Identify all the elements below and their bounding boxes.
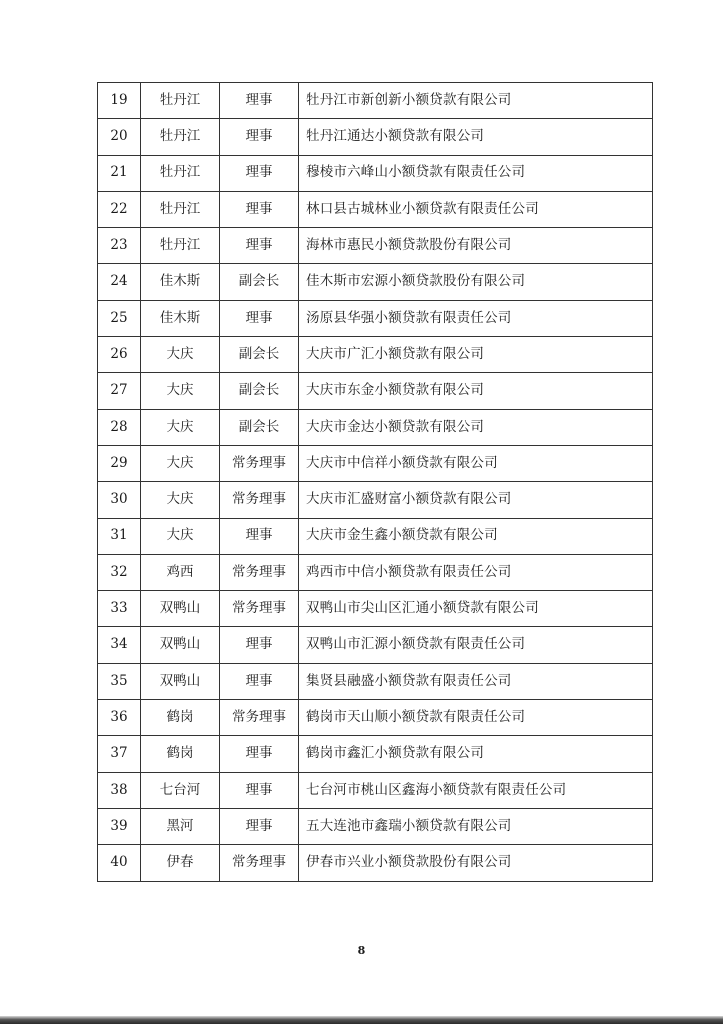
city-cell: 双鸭山 xyxy=(141,663,220,699)
role-cell: 理事 xyxy=(220,155,299,191)
table-row xyxy=(98,445,653,481)
table-row xyxy=(98,373,653,409)
company-cell: 双鸭山市汇源小额贷款有限责任公司 xyxy=(299,627,653,663)
row-number: 35 xyxy=(98,663,141,699)
scan-edge xyxy=(0,1016,723,1024)
table-row xyxy=(98,119,653,155)
role-cell: 理事 xyxy=(220,663,299,699)
role-cell: 理事 xyxy=(220,119,299,155)
company-cell: 伊春市兴业小额贷款股份有限公司 xyxy=(299,845,653,881)
row-number: 29 xyxy=(98,445,141,481)
row-number: 36 xyxy=(98,700,141,736)
city-cell: 七台河 xyxy=(141,772,220,808)
row-number: 23 xyxy=(98,228,141,264)
row-number: 32 xyxy=(98,554,141,590)
role-cell: 理事 xyxy=(220,772,299,808)
row-number: 33 xyxy=(98,591,141,627)
table-row xyxy=(98,155,653,191)
city-cell: 大庆 xyxy=(141,445,220,481)
city-cell: 佳木斯 xyxy=(141,264,220,300)
member-table xyxy=(97,82,653,882)
company-cell: 双鸭山市尖山区汇通小额贷款有限公司 xyxy=(299,591,653,627)
city-cell: 牡丹江 xyxy=(141,191,220,227)
company-cell: 大庆市中信祥小额贷款有限公司 xyxy=(299,445,653,481)
role-cell: 常务理事 xyxy=(220,482,299,518)
row-number: 22 xyxy=(98,191,141,227)
table-body xyxy=(98,83,653,882)
company-cell: 鹤岗市天山顺小额贷款有限责任公司 xyxy=(299,700,653,736)
row-number: 27 xyxy=(98,373,141,409)
row-number: 37 xyxy=(98,736,141,772)
role-cell: 副会长 xyxy=(220,337,299,373)
role-cell: 理事 xyxy=(220,191,299,227)
company-cell: 鸡西市中信小额贷款有限责任公司 xyxy=(299,554,653,590)
city-cell: 鸡西 xyxy=(141,554,220,590)
company-cell: 五大连池市鑫瑞小额贷款有限公司 xyxy=(299,808,653,844)
table-row xyxy=(98,264,653,300)
row-number: 38 xyxy=(98,772,141,808)
role-cell: 理事 xyxy=(220,627,299,663)
role-cell: 理事 xyxy=(220,808,299,844)
table-row xyxy=(98,627,653,663)
page-number: 8 xyxy=(357,944,366,957)
role-cell: 理事 xyxy=(220,518,299,554)
table-row xyxy=(98,772,653,808)
row-number: 19 xyxy=(98,83,141,119)
company-cell: 大庆市金达小额贷款有限公司 xyxy=(299,409,653,445)
city-cell: 黑河 xyxy=(141,808,220,844)
table-row xyxy=(98,191,653,227)
company-cell: 林口县古城林业小额贷款有限责任公司 xyxy=(299,191,653,227)
company-cell: 汤原县华强小额贷款有限责任公司 xyxy=(299,300,653,336)
row-number: 20 xyxy=(98,119,141,155)
city-cell: 牡丹江 xyxy=(141,228,220,264)
table-row xyxy=(98,808,653,844)
company-cell: 牡丹江市新创新小额贷款有限公司 xyxy=(299,83,653,119)
role-cell: 副会长 xyxy=(220,264,299,300)
role-cell: 理事 xyxy=(220,83,299,119)
row-number: 30 xyxy=(98,482,141,518)
role-cell: 常务理事 xyxy=(220,845,299,881)
role-cell: 副会长 xyxy=(220,409,299,445)
company-cell: 集贤县融盛小额贷款有限责任公司 xyxy=(299,663,653,699)
city-cell: 鹤岗 xyxy=(141,700,220,736)
city-cell: 大庆 xyxy=(141,337,220,373)
city-cell: 牡丹江 xyxy=(141,83,220,119)
row-number: 31 xyxy=(98,518,141,554)
table-row xyxy=(98,700,653,736)
table-row xyxy=(98,518,653,554)
row-number: 34 xyxy=(98,627,141,663)
company-cell: 鹤岗市鑫汇小额贷款有限公司 xyxy=(299,736,653,772)
table-row xyxy=(98,554,653,590)
company-cell: 佳木斯市宏源小额贷款股份有限公司 xyxy=(299,264,653,300)
table-row xyxy=(98,300,653,336)
row-number: 40 xyxy=(98,845,141,881)
role-cell: 理事 xyxy=(220,228,299,264)
table-row xyxy=(98,83,653,119)
role-cell: 常务理事 xyxy=(220,700,299,736)
company-cell: 七台河市桃山区鑫海小额贷款有限责任公司 xyxy=(299,772,653,808)
table-row xyxy=(98,228,653,264)
role-cell: 理事 xyxy=(220,736,299,772)
row-number: 39 xyxy=(98,808,141,844)
table-row xyxy=(98,591,653,627)
role-cell: 理事 xyxy=(220,300,299,336)
city-cell: 伊春 xyxy=(141,845,220,881)
role-cell: 常务理事 xyxy=(220,554,299,590)
table-row xyxy=(98,736,653,772)
city-cell: 鹤岗 xyxy=(141,736,220,772)
row-number: 24 xyxy=(98,264,141,300)
city-cell: 佳木斯 xyxy=(141,300,220,336)
table-row xyxy=(98,337,653,373)
table-row xyxy=(98,482,653,518)
company-cell: 穆棱市六峰山小额贷款有限责任公司 xyxy=(299,155,653,191)
city-cell: 双鸭山 xyxy=(141,627,220,663)
city-cell: 大庆 xyxy=(141,373,220,409)
city-cell: 牡丹江 xyxy=(141,119,220,155)
table-row xyxy=(98,663,653,699)
role-cell: 常务理事 xyxy=(220,591,299,627)
city-cell: 牡丹江 xyxy=(141,155,220,191)
table-row xyxy=(98,409,653,445)
row-number: 26 xyxy=(98,337,141,373)
row-number: 21 xyxy=(98,155,141,191)
city-cell: 大庆 xyxy=(141,482,220,518)
company-cell: 大庆市汇盛财富小额贷款有限公司 xyxy=(299,482,653,518)
city-cell: 大庆 xyxy=(141,518,220,554)
row-number: 28 xyxy=(98,409,141,445)
table-row xyxy=(98,845,653,881)
company-cell: 大庆市东金小额贷款有限公司 xyxy=(299,373,653,409)
role-cell: 副会长 xyxy=(220,373,299,409)
city-cell: 双鸭山 xyxy=(141,591,220,627)
company-cell: 大庆市广汇小额贷款有限公司 xyxy=(299,337,653,373)
city-cell: 大庆 xyxy=(141,409,220,445)
row-number: 25 xyxy=(98,300,141,336)
company-cell: 海林市惠民小额贷款股份有限公司 xyxy=(299,228,653,264)
role-cell: 常务理事 xyxy=(220,445,299,481)
company-cell: 牡丹江通达小额贷款有限公司 xyxy=(299,119,653,155)
company-cell: 大庆市金生鑫小额贷款有限公司 xyxy=(299,518,653,554)
